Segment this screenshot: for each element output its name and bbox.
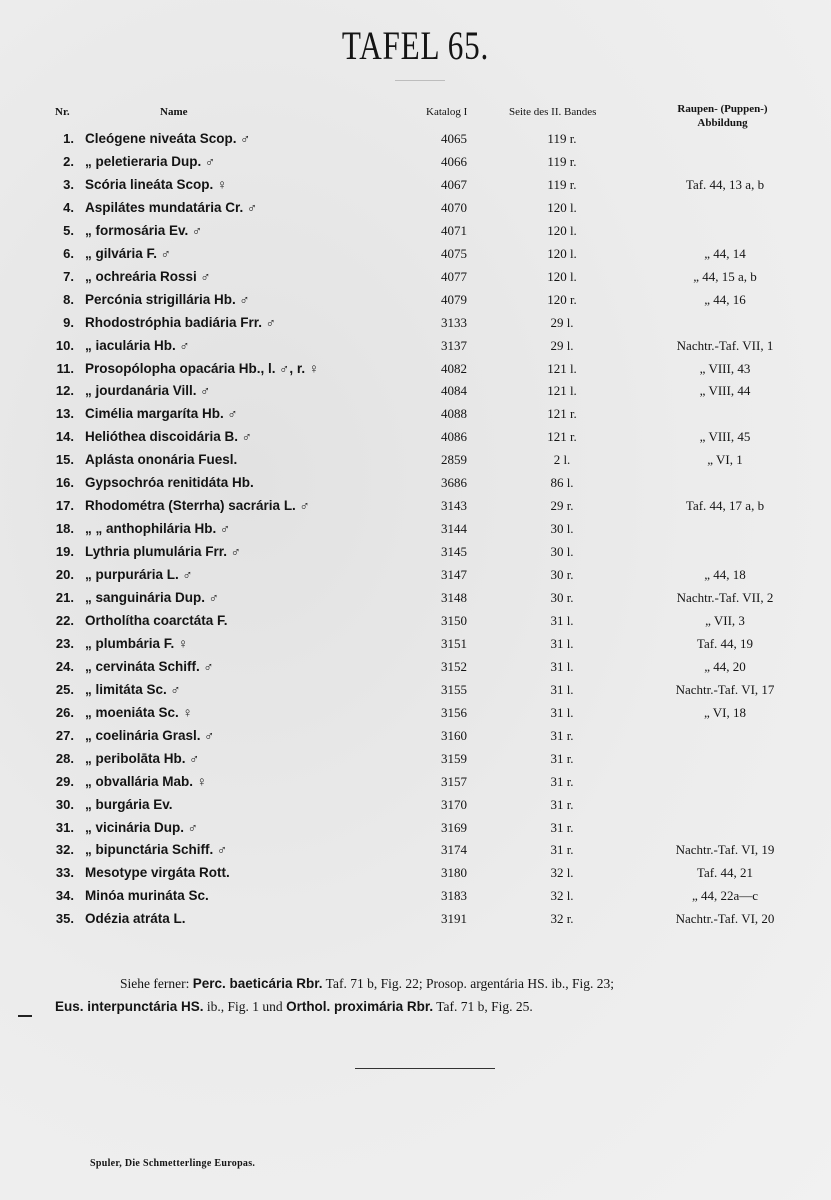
- raupen-reference: Taf. 44, 13 a, b: [685, 176, 765, 192]
- bottom-divider: [355, 1068, 495, 1069]
- see-also-note: [55, 972, 815, 1018]
- row-number: 8.: [63, 291, 74, 307]
- seite-reference: 30 l.: [550, 544, 574, 560]
- katalog-number: 3148: [441, 590, 467, 605]
- table-row: [0, 590, 831, 613]
- row-number: 31.: [55, 819, 74, 835]
- species-name: Cimélia margaríta Hb. ♂: [85, 406, 238, 422]
- row-number: 7.: [63, 268, 74, 284]
- raupen-reference: „ 44, 22a—c: [691, 888, 759, 904]
- footer-citation: Spuler, Die Schmetterlinge Europas.: [90, 1158, 256, 1169]
- species-name: Rhodostróphia badiária Frr. ♂: [85, 314, 276, 330]
- species-name: „ formosária Ev. ♂: [85, 222, 203, 238]
- katalog-number: 4075: [441, 245, 467, 261]
- raupen-reference: „ VIII, 44: [699, 383, 751, 399]
- raupen-reference: Nachtr.-Taf. VI, 19: [675, 842, 775, 858]
- table-row: [0, 131, 831, 154]
- species-name: Gypsochróa renitidáta Hb.: [85, 475, 254, 491]
- column-header-raupen: Raupen- (Puppen-) Abbildung: [677, 103, 768, 129]
- see-also-ref-3-detail: ib., Fig. 1 und: [203, 999, 287, 1014]
- row-number: 9.: [63, 314, 74, 330]
- seite-reference: 120 l.: [547, 268, 577, 284]
- table-row: [0, 820, 831, 843]
- katalog-number: 4088: [441, 406, 467, 422]
- title-divider: [395, 80, 445, 81]
- table-row: [0, 682, 831, 705]
- raupen-reference: Taf. 44, 21: [696, 865, 754, 881]
- katalog-number: 3155: [441, 681, 467, 697]
- katalog-number: 3152: [441, 658, 467, 674]
- raupen-reference: „ VI, 18: [703, 704, 746, 720]
- table-row: [0, 452, 831, 475]
- table-row: [0, 338, 831, 361]
- table-row: [0, 774, 831, 797]
- katalog-number: 4067: [441, 176, 467, 192]
- species-name: „ iaculária Hb. ♂: [85, 337, 190, 353]
- species-name: Ortholítha coarctáta F.: [85, 612, 228, 628]
- row-number: 5.: [63, 222, 74, 238]
- species-name: „ vicinária Dup. ♂: [85, 819, 198, 835]
- species-name: Minóa murináta Sc.: [85, 888, 209, 904]
- row-number: 3.: [63, 176, 74, 192]
- seite-reference: 30 r.: [550, 567, 574, 583]
- seite-reference: 31 l.: [550, 635, 574, 651]
- table-row: [0, 223, 831, 246]
- seite-reference: 29 l.: [550, 314, 574, 330]
- katalog-number: 3174: [441, 842, 467, 858]
- row-number: 14.: [55, 429, 74, 445]
- raupen-reference: „ VI, 1: [707, 452, 743, 468]
- seite-reference: 2 l.: [553, 452, 571, 468]
- row-number: 12.: [55, 383, 74, 399]
- seite-reference: 86 l.: [550, 475, 574, 491]
- row-number: 4.: [63, 199, 74, 215]
- seite-reference: 31 l.: [550, 704, 574, 720]
- seite-reference: 31 l.: [550, 658, 574, 674]
- table-row: [0, 888, 831, 911]
- row-number: 13.: [55, 406, 74, 422]
- katalog-number: 3686: [441, 475, 467, 491]
- species-name: Percónia strigillária Hb. ♂: [85, 291, 250, 307]
- see-also-line-2: [55, 995, 815, 1018]
- table-row: [0, 498, 831, 521]
- row-number: 34.: [55, 888, 74, 904]
- katalog-number: 3137: [441, 337, 467, 353]
- katalog-number: 4065: [441, 131, 467, 146]
- row-number: 30.: [55, 796, 74, 812]
- see-also-ref-1-detail: Taf. 71 b, Fig. 22;: [322, 976, 426, 991]
- table-row: [0, 797, 831, 820]
- row-number: 32.: [55, 842, 74, 858]
- species-name: Odézia atráta L.: [85, 911, 186, 927]
- seite-reference: 121 r.: [547, 429, 577, 445]
- table-row: [0, 865, 831, 888]
- species-name: „ obvallária Mab. ♀: [85, 773, 207, 789]
- katalog-number: 3150: [441, 612, 467, 628]
- seite-reference: 32 r.: [550, 911, 574, 927]
- species-name: „ moeniáta Sc. ♀: [85, 704, 193, 720]
- see-also-ref-1: Perc. baeticária Rbr.: [192, 976, 323, 991]
- table-row: [0, 728, 831, 751]
- seite-reference: 31 r.: [550, 796, 574, 812]
- row-number: 1.: [63, 131, 74, 146]
- raupen-reference: „ 44, 18: [704, 567, 746, 583]
- species-name: Aplásta ononária Fuesl.: [85, 452, 238, 468]
- katalog-number: 4084: [441, 383, 467, 399]
- species-name: „ ochreária Rossi ♂: [85, 268, 211, 284]
- table-row: [0, 200, 831, 223]
- katalog-number: 4079: [441, 291, 467, 307]
- seite-reference: 119 r.: [547, 176, 577, 192]
- row-number: 23.: [55, 635, 74, 651]
- table-row: [0, 842, 831, 865]
- raupen-reference: Nachtr.-Taf. VI, 20: [675, 911, 775, 927]
- table-row: [0, 269, 831, 292]
- row-number: 29.: [55, 773, 74, 789]
- row-number: 25.: [55, 681, 74, 697]
- species-name: Scória lineáta Scop. ♀: [85, 176, 228, 192]
- table-row: [0, 544, 831, 567]
- raupen-reference: Nachtr.-Taf. VI, 17: [675, 681, 775, 697]
- page-title: TAFEL 65.: [341, 23, 490, 68]
- species-name: Lythria plumulária Frr. ♂: [85, 544, 241, 560]
- species-name: Mesotype virgáta Rott.: [85, 865, 230, 881]
- katalog-number: 3180: [441, 865, 467, 881]
- raupen-reference: Nachtr.-Taf. VII, 2: [676, 590, 774, 605]
- table-row: [0, 154, 831, 177]
- column-header-nr: Nr.: [55, 106, 70, 118]
- row-number: 17.: [55, 498, 74, 514]
- species-name: „ jourdanária Vill. ♂: [85, 383, 211, 399]
- row-number: 28.: [55, 750, 74, 766]
- row-number: 22.: [55, 612, 74, 628]
- species-name: Rhodométra (Sterrha) sacrária L. ♂: [85, 498, 310, 514]
- column-header-name: Name: [160, 106, 188, 118]
- species-name: „ limitáta Sc. ♂: [85, 681, 181, 697]
- katalog-number: 2859: [441, 452, 467, 468]
- table-row: [0, 361, 831, 384]
- row-number: 21.: [55, 590, 74, 605]
- raupen-reference: „ 44, 14: [704, 245, 746, 261]
- species-name: Helióthea discoidária B. ♂: [85, 429, 252, 445]
- table-row: [0, 751, 831, 774]
- katalog-number: 4071: [441, 222, 467, 238]
- species-name: „ bipunctária Schiff. ♂: [85, 842, 228, 858]
- seite-reference: 30 l.: [550, 521, 574, 537]
- species-name: „ peletieraria Dup. ♂: [85, 153, 216, 169]
- seite-reference: 120 r.: [547, 291, 577, 307]
- row-number: 15.: [55, 452, 74, 468]
- katalog-number: 3147: [441, 567, 467, 583]
- katalog-number: 3156: [441, 704, 467, 720]
- see-also-ref-4-detail: Taf. 71 b, Fig. 25.: [433, 999, 533, 1014]
- katalog-number: 3151: [441, 635, 467, 651]
- row-number: 35.: [55, 911, 74, 927]
- table-row: [0, 177, 831, 200]
- row-number: 19.: [55, 544, 74, 560]
- table-row: [0, 475, 831, 498]
- table-row: [0, 315, 831, 338]
- see-also-line-1: [55, 972, 815, 995]
- seite-reference: 120 l.: [547, 199, 577, 215]
- species-name: Aspilátes mundatária Cr. ♂: [85, 199, 258, 215]
- katalog-number: 3170: [441, 796, 467, 812]
- row-number: 11.: [56, 360, 74, 376]
- species-name: „ cervináta Schiff. ♂: [85, 658, 214, 674]
- column-header-seite: Seite des II. Bandes: [509, 106, 597, 118]
- species-name: „ coelinária Grasl. ♂: [85, 727, 215, 743]
- seite-reference: 29 r.: [550, 498, 574, 514]
- row-number: 6.: [63, 245, 74, 261]
- row-number: 2.: [63, 153, 74, 169]
- seite-reference: 31 l.: [550, 612, 574, 628]
- katalog-number: 3157: [441, 773, 467, 789]
- table-row: [0, 246, 831, 269]
- table-row: [0, 613, 831, 636]
- katalog-number: 4066: [441, 153, 467, 169]
- seite-reference: 119 r.: [547, 131, 577, 146]
- katalog-number: 4082: [441, 360, 467, 376]
- katalog-number: 3191: [441, 911, 467, 927]
- row-number: 27.: [55, 727, 74, 743]
- seite-reference: 31 r.: [550, 819, 574, 835]
- katalog-number: 3145: [441, 544, 467, 560]
- table-row: [0, 636, 831, 659]
- species-name: Cleógene niveáta Scop. ♂: [85, 131, 251, 146]
- row-number: 24.: [55, 658, 74, 674]
- table-row: [0, 383, 831, 406]
- table-row: [0, 521, 831, 544]
- see-also-ref-4: Orthol. proximária Rbr.: [286, 999, 434, 1014]
- raupen-reference: Nachtr.-Taf. VII, 1: [676, 337, 774, 353]
- katalog-number: 3133: [441, 314, 467, 330]
- katalog-number: 4070: [441, 199, 467, 215]
- raupen-reference: Taf. 44, 19: [696, 635, 754, 651]
- raupen-reference: „ 44, 16: [704, 291, 746, 307]
- katalog-number: 3160: [441, 727, 467, 743]
- katalog-number: 4086: [441, 429, 467, 445]
- seite-reference: 31 r.: [550, 727, 574, 743]
- seite-reference: 120 l.: [547, 222, 577, 238]
- seite-reference: 32 l.: [550, 865, 574, 881]
- species-name: „ burgária Ev.: [85, 796, 173, 812]
- katalog-number: 3159: [441, 750, 467, 766]
- seite-reference: 30 r.: [550, 590, 574, 605]
- seite-reference: 120 l.: [547, 245, 577, 261]
- table-row: [0, 406, 831, 429]
- row-number: 16.: [55, 475, 74, 491]
- see-also-ref-2-detail: ib., Fig. 23;: [547, 976, 614, 991]
- table-row: [0, 659, 831, 682]
- species-name: „ purpurária L. ♂: [85, 567, 193, 583]
- table-row: [0, 292, 831, 315]
- seite-reference: 31 l.: [550, 681, 574, 697]
- see-also-lead: Siehe ferner:: [120, 976, 193, 991]
- row-number: 33.: [55, 865, 74, 881]
- see-also-ref-3: Eus. interpunctária HS.: [55, 999, 204, 1014]
- raupen-reference: „ 44, 20: [704, 658, 746, 674]
- raupen-reference: Taf. 44, 17 a, b: [685, 498, 765, 514]
- species-name: „ gilvária F. ♂: [85, 245, 171, 261]
- table-row: [0, 567, 831, 590]
- seite-reference: 31 r.: [550, 773, 574, 789]
- row-number: 26.: [55, 704, 74, 720]
- seite-reference: 121 r.: [547, 406, 577, 422]
- katalog-number: 3183: [441, 888, 467, 904]
- table-row: [0, 911, 831, 934]
- see-also-ref-2: Prosop. argentária HS.: [425, 976, 548, 991]
- species-name: „ sanguinária Dup. ♂: [85, 590, 219, 605]
- species-name: „ plumbária F. ♀: [85, 635, 189, 651]
- row-number: 18.: [55, 521, 74, 537]
- seite-reference: 121 l.: [547, 360, 577, 376]
- katalog-number: 3169: [441, 819, 467, 835]
- katalog-number: 4077: [441, 268, 467, 284]
- seite-reference: 31 r.: [550, 842, 574, 858]
- species-name: „ „ anthophilária Hb. ♂: [85, 521, 231, 537]
- seite-reference: 31 r.: [550, 750, 574, 766]
- katalog-number: 3143: [441, 498, 467, 514]
- seite-reference: 32 l.: [550, 888, 574, 904]
- katalog-number: 3144: [441, 521, 467, 537]
- raupen-reference: „ VII, 3: [705, 612, 745, 628]
- seite-reference: 119 r.: [547, 153, 577, 169]
- raupen-reference: „ VIII, 43: [699, 360, 751, 376]
- species-name: „ peribolāta Hb. ♂: [85, 750, 200, 766]
- row-number: 10.: [55, 337, 74, 353]
- row-number: 20.: [55, 567, 74, 583]
- column-header-katalog: Katalog I: [426, 106, 468, 118]
- seite-reference: 29 l.: [550, 337, 574, 353]
- raupen-reference: „ VIII, 45: [699, 429, 751, 445]
- seite-reference: 121 l.: [547, 383, 577, 399]
- margin-mark: [18, 1015, 32, 1017]
- raupen-reference: „ 44, 15 a, b: [693, 268, 757, 284]
- table-row: [0, 429, 831, 452]
- table-row: [0, 705, 831, 728]
- species-name: Prosopólopha opacária Hb., l. ♂, r. ♀: [85, 360, 320, 376]
